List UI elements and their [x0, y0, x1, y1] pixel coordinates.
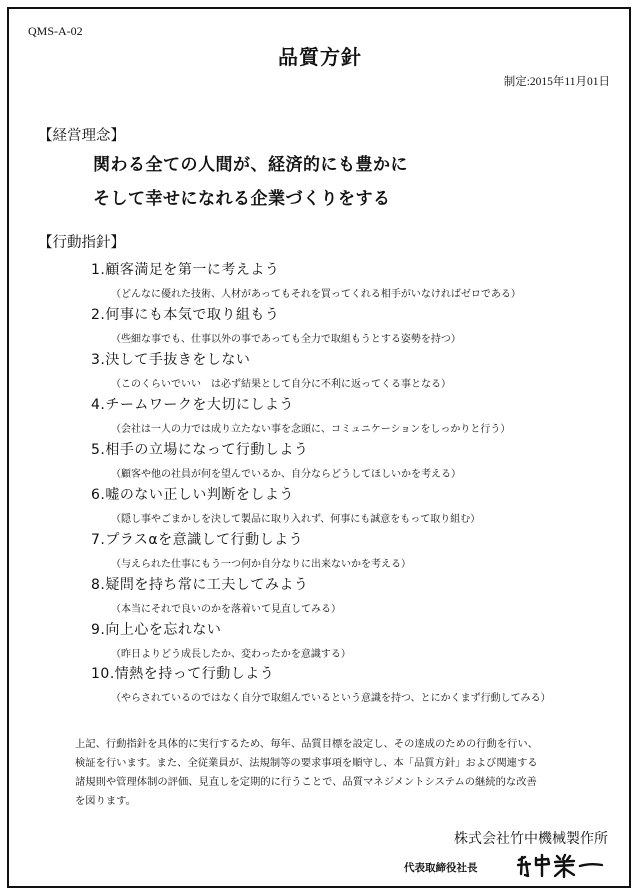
established-date: 制定:2015年11月01日 — [503, 76, 610, 88]
philosophy-heading: 【経営理念】 — [38, 128, 125, 144]
guideline-note-7: （与えられた仕事にもう一つ何か自分なりに出来ないかを考える） — [111, 559, 411, 570]
guideline-note-9: （昨日よりどう成長したか、変わったかを意識する） — [111, 649, 351, 660]
guideline-note-3: （このくらいでいい は必ず結果として自分に不利に返ってくる事となる） — [111, 379, 451, 390]
guidelines-heading: 【行動指針】 — [38, 235, 125, 251]
guideline-title-9: 9.向上心を忘れない — [91, 622, 222, 638]
company-name: 株式会社竹中機械製作所 — [454, 831, 608, 847]
guideline-title-3: 3.決して手抜きをしない — [91, 352, 251, 368]
guideline-title-1: 1.顧客満足を第一に考えよう — [91, 262, 280, 278]
closing-line-3: 諸規則や管理体制の評価、見直しを定期的に行うことで、品質マネジメントシステムの継続的な改善 — [75, 776, 537, 788]
closing-line-2: 検証を行います。また、全従業員が、法規制等の要求事項を順守し、本「品質方針」および関連する — [75, 757, 538, 769]
guideline-title-4: 4.チームワークを大切にしよう — [91, 397, 294, 413]
page-title: 品質方針 — [278, 45, 362, 69]
guideline-note-10: （やらされているのではなく自分で取組んでいるという意識を持つ、とにかくまず行動してみる） — [111, 693, 551, 704]
guideline-note-4: （会社は一人の力では成り立たない事を念頭に、コミュニケーションをしっかりと行う） — [111, 424, 511, 435]
handwritten-signature — [516, 852, 606, 880]
guideline-title-5: 5.相手の立場になって行動しよう — [91, 442, 309, 458]
closing-line-4: を図ります。 — [75, 795, 136, 807]
representative-title: 代表取締役社長 — [404, 862, 478, 874]
guideline-note-5: （顧客や他の社員が何を望んでいるか、自分ならどうしてほしいかを考える） — [111, 469, 461, 480]
guideline-note-6: （隠し事やごまかしを決して製品に取り入れず、何事にも誠意をもって取り組む） — [111, 514, 481, 525]
philosophy-line-2: そして幸せになれる企業づくりをする — [93, 189, 391, 209]
guideline-note-2: （些細な事でも、仕事以外の事であっても全力で取組もうとする姿勢を持つ） — [111, 334, 461, 345]
guideline-title-2: 2.何事にも本気で取り組もう — [91, 307, 280, 323]
guideline-title-10: 10.情熱を持って行動しよう — [91, 666, 275, 682]
guideline-title-6: 6.嘘のない正しい判断をしよう — [91, 487, 294, 503]
guideline-note-8: （本当にそれで良いのかを落着いて見直してみる） — [111, 604, 341, 615]
guideline-note-1: （どんなに優れた技術、人材があってもそれを買ってくれる相手がいなければゼロである） — [111, 289, 521, 300]
philosophy-line-1: 関わる全ての人間が、経済的にも豊かに — [93, 155, 408, 175]
guideline-title-8: 8.疑問を持ち常に工夫してみよう — [91, 577, 309, 593]
document-code: QMS-A-02 — [28, 24, 83, 38]
closing-line-1: 上記、行動指針を具体的に実行するため、毎年、品質目標を設定し、その達成のための行動を行い、 — [75, 738, 538, 750]
guideline-title-7: 7.プラスαを意識して行動しよう — [91, 532, 304, 548]
